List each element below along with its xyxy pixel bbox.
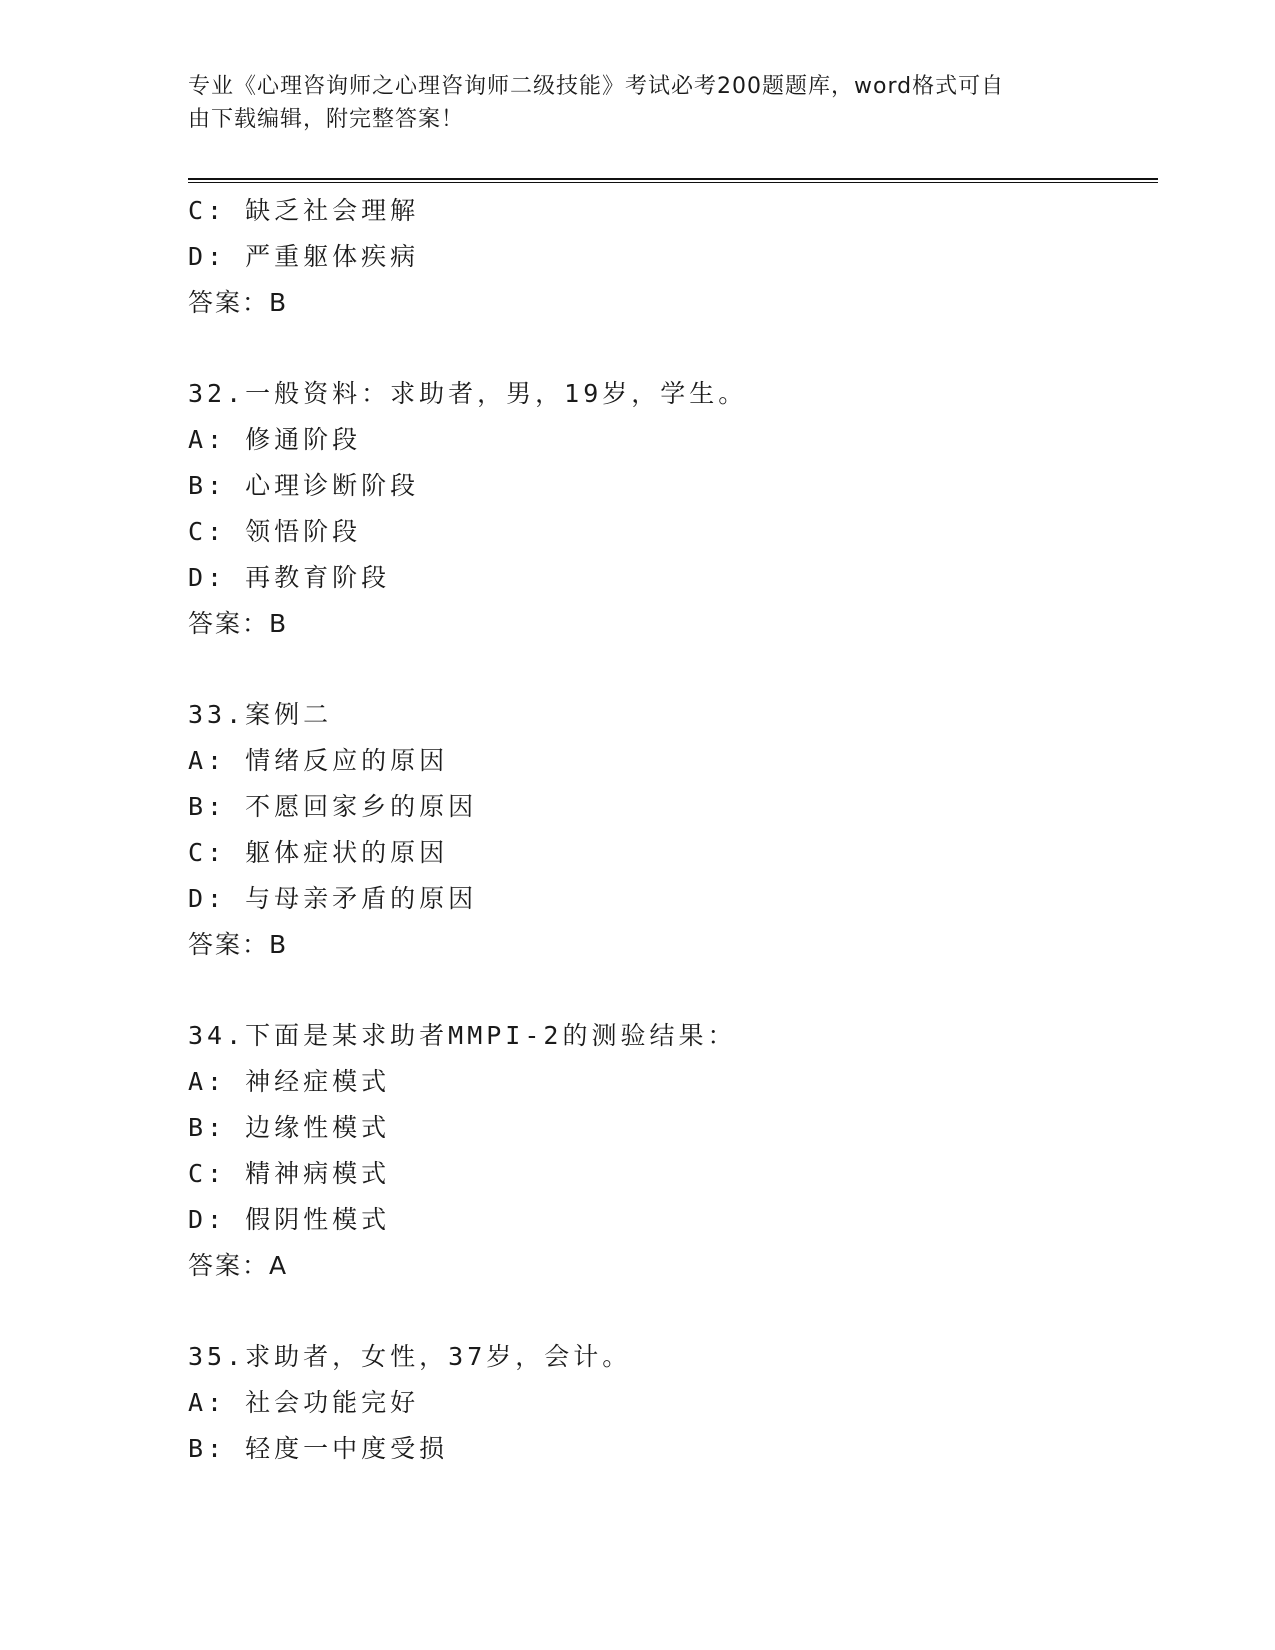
question-32: [188, 371, 1158, 647]
question-33: [188, 692, 1158, 968]
option-b: B: 轻度一中度受损: [188, 1434, 449, 1463]
answer-line: 答案：B: [188, 930, 289, 959]
option-b: B: 心理诊断阶段: [188, 471, 420, 500]
spacer: [188, 1289, 1158, 1334]
option-a: A: 修通阶段: [188, 425, 362, 454]
header-divider: [188, 178, 1158, 183]
option-c: C: 领悟阶段: [188, 517, 362, 546]
answer-line: 答案：B: [188, 288, 289, 317]
option-a: A: 情绪反应的原因: [188, 746, 449, 775]
question-stem: 35.求助者，女性，37岁，会计。: [188, 1342, 632, 1371]
option-d: D: 严重躯体疾病: [188, 242, 420, 271]
document-header: [188, 70, 1088, 136]
option-b: B: 边缘性模式: [188, 1113, 391, 1142]
option-d: D: 再教育阶段: [188, 563, 391, 592]
question-34: [188, 1013, 1158, 1289]
option-c: C: 躯体症状的原因: [188, 838, 449, 867]
question-stem: 32.一般资料：求助者，男，19岁，学生。: [188, 379, 748, 408]
option-d: D: 假阴性模式: [188, 1205, 391, 1234]
spacer: [188, 968, 1158, 1013]
spacer: [188, 326, 1158, 371]
question-list: [188, 188, 1158, 1472]
question-stem: 34.下面是某求助者MMPI-2的测验结果：: [188, 1021, 737, 1050]
option-d: D: 与母亲矛盾的原因: [188, 884, 478, 913]
answer-line: 答案：B: [188, 609, 289, 638]
option-c: C: 缺乏社会理解: [188, 196, 420, 225]
spacer: [188, 647, 1158, 692]
header-line-2: 由下载编辑，附完整答案！: [188, 107, 465, 132]
option-a: A: 社会功能完好: [188, 1388, 420, 1417]
header-line-1: 专业《心理咨询师之心理咨询师二级技能》考试必考200题题库，word格式可自: [188, 74, 1005, 99]
question-35: [188, 1334, 1158, 1472]
option-a: A: 神经症模式: [188, 1067, 391, 1096]
option-c: C: 精神病模式: [188, 1159, 391, 1188]
question-stem: 33.案例二: [188, 700, 333, 729]
question-fragment: [188, 188, 1158, 326]
answer-line: 答案：A: [188, 1251, 289, 1280]
option-b: B: 不愿回家乡的原因: [188, 792, 478, 821]
